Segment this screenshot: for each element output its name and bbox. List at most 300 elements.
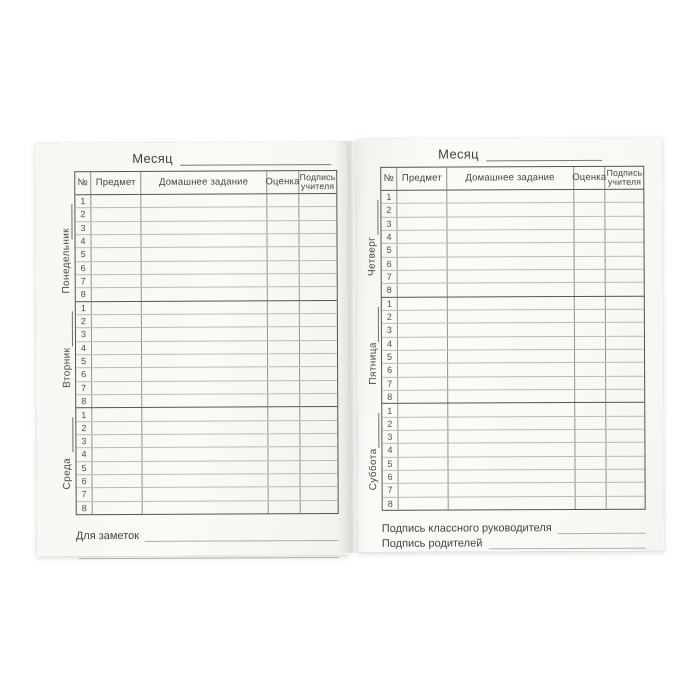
cell-grade <box>575 350 607 362</box>
lesson-row <box>76 340 337 354</box>
cell-grade <box>268 461 300 473</box>
cell-grade <box>268 488 300 500</box>
page-sheet <box>35 142 349 556</box>
cell-subject <box>398 377 448 390</box>
cell-sign <box>606 270 644 282</box>
parents-signature-row <box>382 534 646 550</box>
cell-sign <box>606 256 644 268</box>
cell-homework <box>448 417 575 430</box>
cell-sign <box>606 190 644 202</box>
cell-sign <box>299 194 336 206</box>
cell-num: 4 <box>381 231 397 243</box>
cell-num: 4 <box>76 448 92 460</box>
day-section <box>367 295 644 403</box>
month-label: Месяц <box>132 150 173 166</box>
cell-subject <box>398 404 448 417</box>
cell-sign <box>300 474 337 486</box>
lesson-row <box>76 433 337 447</box>
table-header-row <box>75 171 336 195</box>
lesson-row <box>382 375 644 389</box>
cell-num: 2 <box>76 315 92 327</box>
lesson-row <box>382 296 644 309</box>
day-label: Среда <box>61 458 74 490</box>
cell-grade <box>575 497 607 509</box>
cell-subject <box>399 431 449 444</box>
cell-num: 7 <box>76 382 92 394</box>
cell-subject <box>93 462 143 475</box>
cell-subject <box>398 297 448 310</box>
cell-sign <box>607 403 645 415</box>
lesson-row <box>382 335 644 349</box>
lesson-row <box>382 269 644 283</box>
cell-homework <box>142 394 268 407</box>
cell-homework <box>449 497 576 510</box>
cell-subject <box>92 275 142 288</box>
cell-sign <box>299 234 336 246</box>
cell-subject <box>398 364 448 377</box>
cell-homework <box>447 203 574 216</box>
lesson-row <box>383 495 645 509</box>
cell-sign <box>606 230 644 242</box>
cell-sign <box>300 434 337 446</box>
cell-grade <box>268 381 300 393</box>
cell-sign <box>606 350 644 362</box>
cell-num: 5 <box>76 355 92 367</box>
lesson-row <box>75 194 336 207</box>
header-label-num: № <box>75 172 91 194</box>
diary-spread <box>35 138 664 559</box>
lesson-row <box>382 255 644 269</box>
cell-num: 2 <box>381 204 397 216</box>
cell-subject <box>92 235 142 248</box>
cell-subject <box>93 502 143 515</box>
month-blank-line <box>486 147 602 162</box>
cell-subject <box>93 448 143 461</box>
cell-homework <box>141 208 267 221</box>
cell-grade <box>268 474 300 486</box>
class-teacher-signature-label: Подпись классного руководителя <box>381 522 552 535</box>
cell-grade <box>575 363 607 375</box>
cell-num: 3 <box>381 217 397 229</box>
day-label-wrap <box>58 329 76 405</box>
cell-subject <box>92 315 142 328</box>
lesson-row <box>382 322 644 336</box>
lesson-row <box>382 349 644 363</box>
cell-subject <box>398 391 448 404</box>
cell-subject <box>398 257 448 270</box>
cell-grade <box>575 457 607 469</box>
cell-num: 8 <box>76 395 92 407</box>
lesson-row <box>381 215 643 229</box>
cell-sign <box>300 354 337 366</box>
lesson-row <box>76 260 337 274</box>
parents-signature-line <box>488 537 646 550</box>
cell-subject <box>398 231 448 244</box>
cell-subject <box>92 355 142 368</box>
cell-grade <box>574 323 606 335</box>
cell-grade <box>268 341 300 353</box>
lesson-row <box>76 353 337 367</box>
cell-grade <box>575 377 607 389</box>
cell-sign <box>606 310 644 322</box>
cell-subject <box>398 191 448 204</box>
class-teacher-signature-row <box>382 519 646 535</box>
cell-num: 1 <box>76 302 92 314</box>
cell-num: 3 <box>76 328 92 340</box>
month-blank-line <box>180 151 331 166</box>
cell-num: 4 <box>76 235 92 247</box>
cell-homework <box>142 354 268 367</box>
cell-sign <box>300 381 337 393</box>
cell-homework <box>448 257 575 270</box>
cell-subject <box>92 382 142 395</box>
cell-homework <box>448 457 575 470</box>
cell-num: 5 <box>382 244 398 256</box>
day-label: Понедельник <box>60 227 73 294</box>
table-body <box>367 190 644 510</box>
cell-sign <box>607 470 645 482</box>
lesson-row <box>76 393 337 407</box>
cell-num: 7 <box>77 488 93 500</box>
header-label-homework: Домашнее задание <box>141 171 267 194</box>
cell-num: 1 <box>382 297 398 309</box>
cell-num: 7 <box>76 275 92 287</box>
day-label: Пятница <box>367 341 379 385</box>
header-label-sign: Подпись учителя <box>299 171 336 192</box>
cell-sign <box>299 221 336 233</box>
cell-num: 7 <box>382 271 398 283</box>
cell-homework <box>449 483 576 496</box>
cell-num: 6 <box>382 257 398 269</box>
lesson-row <box>76 273 337 287</box>
cell-grade <box>267 194 299 206</box>
cell-sign <box>300 407 337 419</box>
lesson-row <box>75 206 336 220</box>
lesson-row <box>76 286 337 300</box>
notes-blank-line-2 <box>79 557 339 559</box>
cell-sign <box>606 336 644 348</box>
cell-subject <box>399 444 449 457</box>
cell-grade <box>574 230 606 242</box>
cell-sign <box>606 296 644 308</box>
day-gutter <box>360 404 380 510</box>
cell-sign <box>300 461 337 473</box>
cell-num: 7 <box>383 484 399 496</box>
cell-homework <box>448 323 575 336</box>
cell-homework <box>142 381 268 394</box>
day-section <box>61 406 337 514</box>
cell-grade <box>267 234 299 246</box>
cell-sign <box>607 483 645 495</box>
cell-homework <box>141 221 267 234</box>
cell-num: 5 <box>382 457 398 469</box>
cell-homework <box>447 217 574 230</box>
lesson-row <box>76 460 337 474</box>
lesson-row <box>381 229 643 243</box>
lesson-row <box>76 313 337 327</box>
cell-sign <box>299 247 336 259</box>
lesson-row <box>76 301 337 314</box>
cell-num: 8 <box>382 284 398 296</box>
cell-sign <box>299 301 336 313</box>
cell-num: 1 <box>382 404 398 416</box>
cell-homework <box>142 461 268 474</box>
cell-sign <box>606 203 644 215</box>
cell-homework <box>142 488 268 501</box>
cell-num: 3 <box>75 222 91 234</box>
cell-num: 5 <box>76 462 92 474</box>
day-section <box>60 194 336 301</box>
lesson-row <box>76 407 337 420</box>
cell-sign <box>299 274 336 286</box>
lesson-row <box>381 190 643 203</box>
cell-sign <box>607 456 645 468</box>
cell-subject <box>92 422 142 435</box>
cell-sign <box>607 443 645 455</box>
cell-num: 8 <box>77 502 93 514</box>
cell-num: 1 <box>76 408 92 420</box>
cell-num: 6 <box>77 475 93 487</box>
cell-subject <box>92 408 142 421</box>
cell-subject <box>92 302 142 315</box>
cell-sign <box>607 416 645 428</box>
lesson-row <box>382 415 644 429</box>
notes-label: Для заметок <box>75 529 140 543</box>
cell-subject <box>398 284 448 297</box>
cell-homework <box>141 248 267 261</box>
cell-num: 2 <box>75 208 91 220</box>
lesson-row <box>76 420 337 434</box>
schedule-table <box>367 166 645 511</box>
header-label-sign: Подпись учителя <box>606 167 643 187</box>
cell-grade <box>268 434 300 446</box>
cell-grade <box>268 354 300 366</box>
cell-homework <box>448 243 575 256</box>
cell-num: 3 <box>382 431 398 443</box>
cell-num: 8 <box>383 497 399 509</box>
day-label-wrap <box>57 223 75 299</box>
cell-subject <box>399 471 449 484</box>
cell-grade <box>268 328 300 340</box>
cell-subject <box>92 195 142 208</box>
notes-area <box>76 525 339 542</box>
table-header-row <box>381 167 643 191</box>
day-section <box>61 300 337 408</box>
cell-grade <box>575 470 607 482</box>
cell-sign <box>299 261 336 273</box>
cell-num: 2 <box>76 422 92 434</box>
cell-grade <box>268 368 300 380</box>
cell-sign <box>300 447 337 459</box>
cell-grade <box>575 417 607 429</box>
lesson-row <box>382 429 644 443</box>
cell-grade <box>268 501 300 513</box>
cell-homework <box>142 408 268 421</box>
cell-subject <box>399 457 449 470</box>
lesson-row <box>383 482 645 496</box>
cell-homework <box>142 474 268 487</box>
lesson-row <box>76 380 337 394</box>
cell-grade <box>574 310 606 322</box>
lesson-row <box>76 233 337 247</box>
cell-grade <box>575 443 607 455</box>
cell-subject <box>93 475 143 488</box>
month-label: Месяц <box>438 146 479 162</box>
cell-sign <box>300 327 337 339</box>
cell-sign <box>300 487 337 499</box>
cell-homework <box>142 421 268 434</box>
cell-subject <box>92 342 142 355</box>
cell-num: 2 <box>382 417 398 429</box>
cell-homework <box>142 341 268 354</box>
cell-homework <box>142 328 268 341</box>
cell-subject <box>93 435 143 448</box>
cell-homework <box>141 261 267 274</box>
day-gutter <box>360 298 380 404</box>
cell-homework <box>141 288 267 301</box>
class-teacher-signature-line <box>558 522 646 534</box>
header-label-subject: Предмет <box>397 168 447 190</box>
cell-homework <box>448 310 575 323</box>
cell-grade <box>575 430 607 442</box>
lesson-row <box>382 389 644 403</box>
lesson-row <box>382 362 644 376</box>
cell-subject <box>92 395 142 408</box>
day-label-wrap <box>364 325 382 401</box>
diary-page-left <box>35 142 349 556</box>
cell-num: 8 <box>76 288 92 300</box>
day-label-wrap <box>364 432 382 508</box>
cell-grade <box>574 257 606 269</box>
day-label: Суббота <box>367 448 380 491</box>
cell-sign <box>607 390 645 402</box>
lesson-row <box>381 202 643 216</box>
cell-subject <box>399 484 449 497</box>
cell-homework <box>448 430 575 443</box>
cell-homework <box>142 434 268 447</box>
day-label: Четверг <box>367 236 379 277</box>
cell-subject <box>398 217 448 230</box>
lesson-row <box>77 486 338 500</box>
cell-num: 8 <box>382 391 398 403</box>
cell-subject <box>399 417 449 430</box>
cell-homework <box>448 337 575 350</box>
cell-homework <box>142 448 268 461</box>
cell-num: 6 <box>76 262 92 274</box>
day-gutter <box>54 302 74 408</box>
page-sheet <box>356 138 664 552</box>
cell-grade <box>574 190 606 202</box>
cell-grade <box>575 390 607 402</box>
cell-subject <box>92 208 142 221</box>
cell-sign <box>300 394 337 406</box>
cell-subject <box>399 497 449 510</box>
cell-subject <box>92 222 142 235</box>
cell-homework <box>448 350 575 363</box>
cell-homework <box>448 403 575 416</box>
day-label-wrap <box>363 218 381 294</box>
header-label-num: № <box>381 168 397 190</box>
cell-num: 7 <box>382 377 398 389</box>
lesson-row <box>382 455 644 469</box>
cell-num: 4 <box>382 444 398 456</box>
cell-num: 1 <box>381 191 397 203</box>
cell-homework <box>142 501 268 514</box>
lesson-row <box>382 403 644 416</box>
header-label-grade: Оценка <box>267 171 299 193</box>
cell-subject <box>398 311 448 324</box>
cell-grade <box>268 408 300 420</box>
cell-homework <box>141 234 267 247</box>
cell-subject <box>93 488 143 501</box>
cell-grade <box>574 243 606 255</box>
cell-grade <box>267 248 299 260</box>
cell-grade <box>267 274 299 286</box>
lesson-row <box>76 446 337 460</box>
month-field <box>74 148 337 166</box>
cell-homework <box>449 470 576 483</box>
cell-grade <box>268 288 300 300</box>
day-gutter <box>54 409 74 515</box>
cell-homework <box>447 190 574 203</box>
cell-subject <box>398 337 448 350</box>
cell-sign <box>300 421 337 433</box>
lesson-row <box>383 469 645 483</box>
cell-grade <box>574 297 606 309</box>
cell-grade <box>268 394 300 406</box>
cell-homework <box>448 443 575 456</box>
cell-grade <box>268 301 300 313</box>
cell-homework <box>141 274 267 287</box>
cell-num: 1 <box>75 195 91 207</box>
cell-homework <box>448 297 575 310</box>
cell-sign <box>300 341 337 353</box>
cell-homework <box>448 270 575 283</box>
cell-sign <box>300 501 337 513</box>
cell-num: 6 <box>382 364 398 376</box>
cell-grade <box>267 221 299 233</box>
cell-num: 3 <box>76 435 92 447</box>
cell-homework <box>448 390 575 403</box>
day-label: Вторник <box>61 347 73 388</box>
lesson-row <box>77 473 338 487</box>
cell-subject <box>92 368 142 381</box>
cell-grade <box>575 483 607 495</box>
cell-num: 4 <box>382 337 398 349</box>
cell-num: 5 <box>76 248 92 260</box>
cell-homework <box>448 377 575 390</box>
cell-homework <box>141 194 267 207</box>
cell-sign <box>606 323 644 335</box>
cell-homework <box>142 368 268 381</box>
day-gutter <box>53 195 73 301</box>
cell-sign <box>607 496 645 508</box>
cell-sign <box>606 283 644 295</box>
cell-num: 6 <box>383 471 399 483</box>
cell-grade <box>268 448 300 460</box>
cell-sign <box>607 376 645 388</box>
cell-homework <box>448 363 575 376</box>
day-section <box>367 402 644 510</box>
cell-sign <box>606 243 644 255</box>
cell-grade <box>574 203 606 215</box>
cell-num: 5 <box>382 351 398 363</box>
schedule-table <box>60 170 338 515</box>
lesson-row <box>382 242 644 256</box>
parents-signature-label: Подпись родителей <box>381 537 483 550</box>
cell-num: 4 <box>76 342 92 354</box>
cell-num: 3 <box>382 324 398 336</box>
